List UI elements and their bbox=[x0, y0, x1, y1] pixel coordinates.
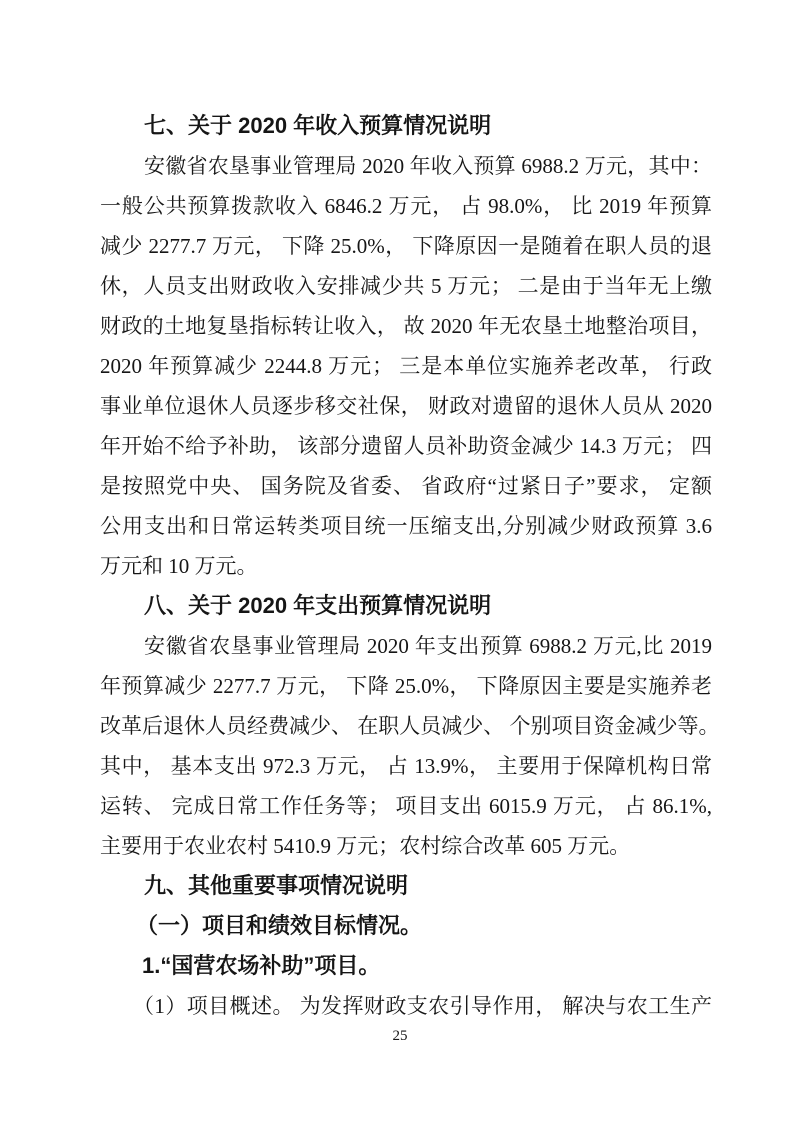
paragraph-line: 公用支出和日常运转类项目统一压缩支出,分别减少财政预算 3.6 bbox=[100, 514, 712, 538]
paragraph-line: 休，人员支出财政收入安排减少共 5 万元； 二是由于当年无上缴 bbox=[100, 274, 712, 298]
paragraph-line: 运转、 完成日常工作任务等； 项目支出 6015.9 万元， 占 86.1%, bbox=[100, 794, 712, 818]
paragraph-line: 万元和 10 万元。 bbox=[100, 554, 258, 578]
paragraph-line: 是按照党中央、 国务院及省委、 省政府“过紧日子”要求， 定额 bbox=[100, 474, 712, 498]
paragraph-line: 安徽省农垦事业管理局 2020 年支出预算 6988.2 万元,比 2019 bbox=[144, 634, 712, 658]
section-heading-8: 八、关于 2020 年支出预算情况说明 bbox=[144, 593, 492, 618]
section-heading-7: 七、关于 2020 年收入预算情况说明 bbox=[144, 113, 492, 138]
paragraph-line: 改革后退休人员经费减少、 在职人员减少、 个别项目资金减少等。 bbox=[100, 714, 720, 738]
paragraph-line: （1）项目概述。 为发挥财政支农引导作用， 解决与农工生产 bbox=[133, 994, 712, 1018]
paragraph-line: 其中， 基本支出 972.3 万元， 占 13.9%， 主要用于保障机构日常 bbox=[100, 754, 712, 778]
paragraph-line: 年开始不给予补助， 该部分遗留人员补助资金减少 14.3 万元； 四 bbox=[100, 434, 712, 458]
item-heading: 1.“国营农场补助”项目。 bbox=[142, 953, 381, 978]
paragraph-line: 财政的土地复垦指标转让收入， 故 2020 年无农垦土地整治项目， bbox=[100, 314, 712, 338]
paragraph-line: 安徽省农垦事业管理局 2020 年收入预算 6988.2 万元，其中： bbox=[144, 154, 712, 178]
paragraph-line: 主要用于农业农村 5410.9 万元；农村综合改革 605 万元。 bbox=[100, 834, 631, 858]
paragraph-line: 减少 2277.7 万元， 下降 25.0%， 下降原因一是随着在职人员的退 bbox=[100, 234, 712, 258]
subsection-heading: （一）项目和绩效目标情况。 bbox=[136, 913, 423, 938]
page-number: 25 bbox=[392, 1028, 408, 1044]
paragraph-line: 一般公共预算拨款收入 6846.2 万元， 占 98.0%， 比 2019 年预算 bbox=[100, 194, 712, 218]
section-heading-9: 九、其他重要事项情况说明 bbox=[144, 873, 409, 898]
page-content bbox=[100, 106, 720, 1026]
paragraph-line: 年预算减少 2277.7 万元， 下降 25.0%， 下降原因主要是实施养老 bbox=[100, 674, 712, 698]
paragraph-line: 事业单位退休人员逐步移交社保， 财政对遗留的退休人员从 2020 bbox=[100, 394, 712, 418]
paragraph-line: 2020 年预算减少 2244.8 万元； 三是本单位实施养老改革， 行政 bbox=[100, 354, 712, 378]
